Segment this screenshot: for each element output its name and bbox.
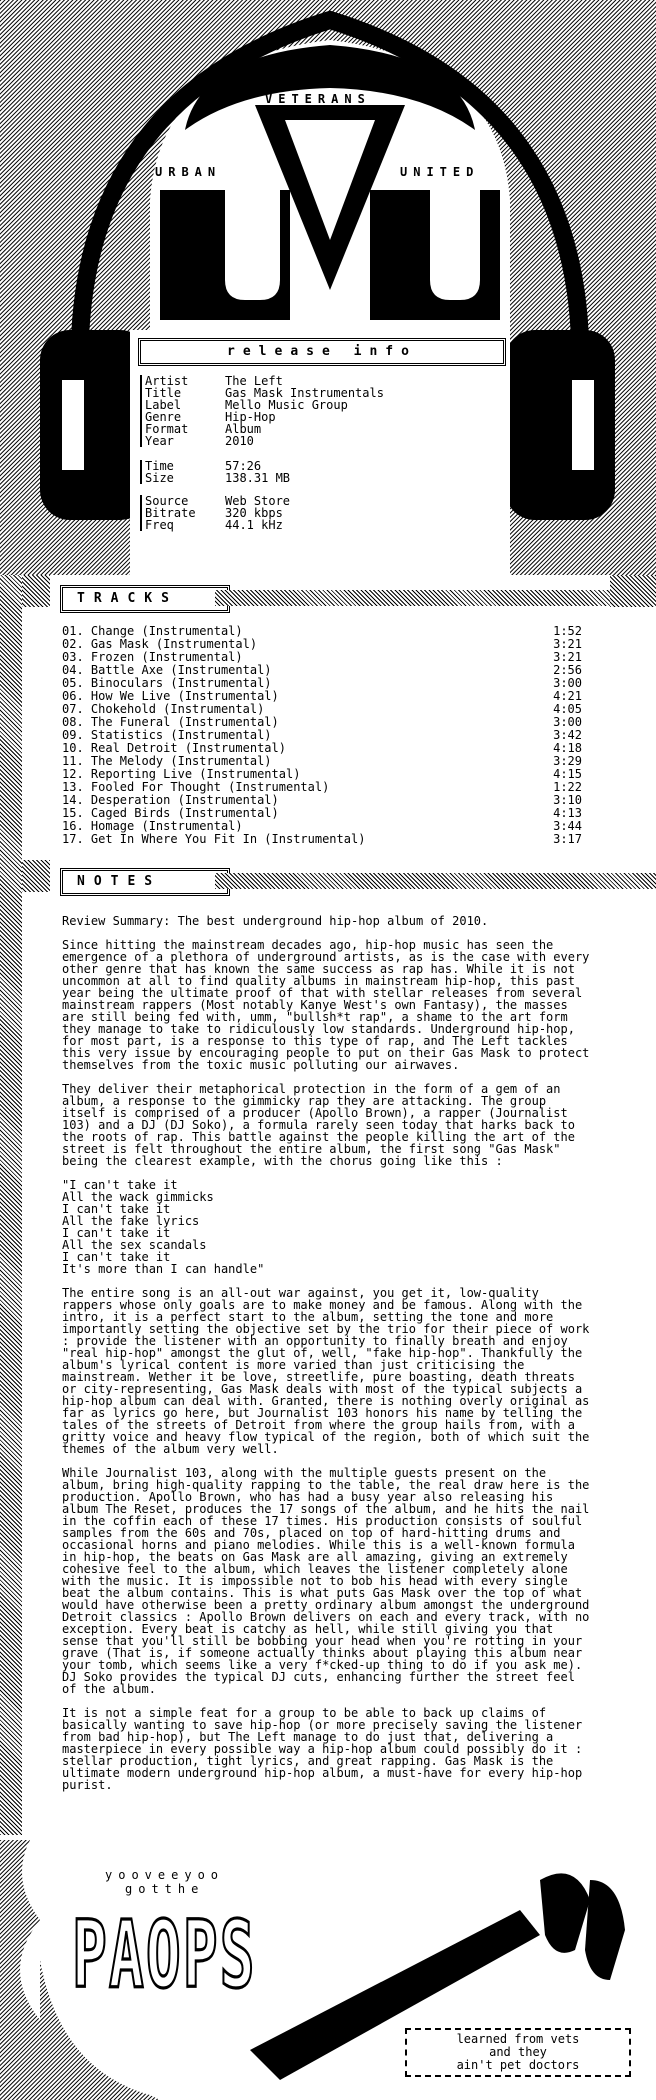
track-duration: 1:52 <box>553 624 582 638</box>
footer-tagline <box>405 2028 631 2077</box>
field-key: Size <box>140 472 211 484</box>
field-key: Time <box>140 460 211 472</box>
field-value: Hip-Hop <box>225 410 276 424</box>
release-fields-block1 <box>140 375 384 447</box>
notes-paragraph: Since hitting the mainstream decades ago, hip-hop music has seen the emergence of a plethora of underground artists, as is the case with every other genre that has known the same success as rap has. While it is not uncommon at all to find quality albums in mainstream hip-hop, this past year being the ultimate proof of that with stellar releases from several mainstream rappers (Most notably Kanye West's own Fantasy), the masses are still being fed with, umm, "bullsh*t rap", a shame to the art form they manage to take to ridiculously low standards. Underground hip-hop, for most part, is a response to this type of rap, and The Left tackles this very issue by encouraging people to put on their Gas Mask to protect themselves from the toxic music polluting our airwaves. <box>62 938 590 1072</box>
track-list <box>62 625 582 846</box>
notes-paragraph: It is not a simple feat for a group to be able to back up claims of basically wanting to save hip-hop (or more precisely saving the listener from bad hip-hop), but The Left manage to do just that, delivering a masterpiece in every possible way a hip-hop album could possibly do it : stellar production, tight lyrics, and great rapping. Gas Mask is the ultimate modern underground hip-hop album, a must-have for every hip-hop purist. <box>62 1706 583 1792</box>
track-name: 05. Binoculars (Instrumental) <box>62 676 272 690</box>
field-value: Web Store <box>225 494 291 508</box>
track-row <box>62 833 582 846</box>
track-duration: 4:15 <box>553 767 582 781</box>
track-name: 11. The Melody (Instrumental) <box>62 754 272 768</box>
tagline-1: learned from vets <box>456 2032 580 2046</box>
track-duration: 4:18 <box>553 741 582 755</box>
footer-art <box>0 1840 656 2100</box>
notes-paragraph: Review Summary: The best underground hip-hop album of 2010. <box>62 914 489 928</box>
track-duration: 3:42 <box>553 728 582 742</box>
track-duration: 4:05 <box>553 702 582 716</box>
tracks-heading: TRACKS <box>60 585 230 613</box>
track-duration: 3:21 <box>553 650 582 664</box>
release-fields-block2 <box>140 460 290 484</box>
urban-label: URBAN <box>155 165 222 179</box>
united-label: UNITED <box>400 165 480 179</box>
track-duration: 4:21 <box>553 689 582 703</box>
track-name: 04. Battle Axe (Instrumental) <box>62 663 272 677</box>
notes-paragraph: While Journalist 103, along with the multiple guests present on the album, bring high-quality rapping to the table, the real draw here is the production. Apollo Brown, who has had a busy year also releasing his album The Reset, produces the 17 songs of the album, and he hits the nail in the coffin each of these 17 times. His production consists of soulful samples from the 60s and 70s, placed on top of hard-hitting drums and occasional horns and piano melodies. While this is a well-known formula in hip-hop, the beats on Gas Mask are all amazing, giving an extremely cohesive feel to the album, which leaves the listener completely alone with the music. It is impossible not to bob his head with every single beat the album contains. This is what puts Gas Mask over the top of what would have otherwise been a pretty ordinary album amongst the underground Detroit classics : Apollo Brown delivers on each and every track, with no exception. Every beat is catchy as hell, while still giving you that sense that you'll still be bobbing your head when you're rotting in your grave (That is, if someone actually thinks about playing this album near your tomb, which seems like a very f*cked-up thing to do if you ask me). DJ Soko provides the typical DJ cuts, enhancing further the street feel of the album. <box>62 1466 590 1696</box>
field-value: 320 kbps <box>225 506 283 520</box>
field-key: Artist <box>140 375 211 387</box>
release-field-format <box>140 423 384 435</box>
footer-line2: gotthe <box>125 1882 205 1896</box>
field-value: Gas Mask Instrumentals <box>225 386 384 400</box>
notes-heading: NOTES <box>60 868 230 896</box>
track-name: 10. Real Detroit (Instrumental) <box>62 741 286 755</box>
field-key: Label <box>140 399 211 411</box>
veterans-label: VETERANS <box>265 92 371 106</box>
release-field-freq <box>140 519 290 531</box>
release-info-panel <box>130 330 510 575</box>
review-notes <box>62 915 592 1803</box>
field-value: Mello Music Group <box>225 398 348 412</box>
notes-paragraph: They deliver their metaphorical protection in the form of a gem of an album, a response to the gimmicky rap they are attacking. The group itself is comprised of a producer (Apollo Brown), a rapper (Journalist 103) and a DJ (DJ Soko), a formula rarely seen today that harks back to the roots of rap. This battle against the people killing the art of the street is felt throughout the entire album, the first song "Gas Mask" being the clearest example, with the chorus going like this : <box>62 1082 575 1168</box>
release-field-size <box>140 472 290 484</box>
track-name: 01. Change (Instrumental) <box>62 624 243 638</box>
left-margin-hatch <box>0 575 22 1835</box>
track-duration: 3:44 <box>553 819 582 833</box>
track-duration: 3:29 <box>553 754 582 768</box>
track-duration: 3:00 <box>553 715 582 729</box>
tagline-3: ain't pet doctors <box>456 2058 580 2072</box>
notes-paragraph: The entire song is an all-out war against, you get it, low-quality rappers whose only goals are to make money and be famous. Along with the intro, it is a perfect start to the album, setting the tone and more importantly setting the objective set by the trio for their piece of work : provide the listener with an opportunity to finally breath and enjoy "real hip-hop" amongst the glut of, well, "fake hip-hop". Thankfully the album's lyrical content is more varied than just criticising the mainstream. Wether it be love, streetlife, pure boasting, death threats or city-representing, Gas Mask deals with most of the typical subjects a hip-hop album can deal with. Granted, there is nothing overly original as far as lyrics go here, but Journalist 103 honors his name by telling the tales of the streets of Detroit from where the group hails from, with a gritty voice and heavy flow typical of the region, both of which suit the themes of the album very well. <box>62 1286 590 1456</box>
track-duration: 3:21 <box>553 637 582 651</box>
notes-heading-bar <box>215 873 656 889</box>
track-name: 12. Reporting Live (Instrumental) <box>62 767 301 781</box>
track-name: 17. Get In Where You Fit In (Instrumental) <box>62 832 366 846</box>
tracks-heading-bar <box>215 590 610 606</box>
track-name: 15. Caged Birds (Instrumental) <box>62 806 279 820</box>
release-fields-block3 <box>140 495 290 531</box>
track-duration: 2:56 <box>553 663 582 677</box>
track-name: 13. Fooled For Thought (Instrumental) <box>62 780 330 794</box>
track-duration: 1:22 <box>553 780 582 794</box>
track-name: 03. Frozen (Instrumental) <box>62 650 243 664</box>
field-value: Album <box>225 422 262 436</box>
track-duration: 4:13 <box>553 806 582 820</box>
field-key: Source <box>140 495 211 507</box>
footer-logo: PAOPS <box>72 1900 257 2009</box>
track-name: 16. Homage (Instrumental) <box>62 819 243 833</box>
footer-line1: yooveeyoo <box>105 1868 225 1882</box>
release-field-year <box>140 435 384 447</box>
field-key: Bitrate <box>140 507 211 519</box>
track-name: 09. Statistics (Instrumental) <box>62 728 272 742</box>
track-name: 07. Chokehold (Instrumental) <box>62 702 265 716</box>
field-value: 2010 <box>225 434 254 448</box>
field-key: Genre <box>140 411 211 423</box>
track-duration: 3:17 <box>553 832 582 846</box>
track-duration: 3:10 <box>553 793 582 807</box>
field-key: Format <box>140 423 211 435</box>
field-key: Freq <box>140 519 211 531</box>
track-name: 02. Gas Mask (Instrumental) <box>62 637 258 651</box>
release-info-title: release info <box>138 338 506 366</box>
field-value: 44.1 kHz <box>225 518 283 532</box>
field-key: Year <box>140 435 211 447</box>
track-name: 08. The Funeral (Instrumental) <box>62 715 279 729</box>
notes-paragraph: "I can't take it All the wack gimmicks I can't take it All the fake lyrics I can't take it All the sex scandals I can't take it It's more than I can handle" <box>62 1178 265 1276</box>
field-value: 138.31 MB <box>225 471 291 485</box>
track-name: 06. How We Live (Instrumental) <box>62 689 279 703</box>
track-duration: 3:00 <box>553 676 582 690</box>
field-value: 57:26 <box>225 459 262 473</box>
tagline-2: and they <box>489 2045 547 2059</box>
track-name: 14. Desperation (Instrumental) <box>62 793 279 807</box>
field-key: Title <box>140 387 211 399</box>
field-value: The Left <box>225 374 283 388</box>
